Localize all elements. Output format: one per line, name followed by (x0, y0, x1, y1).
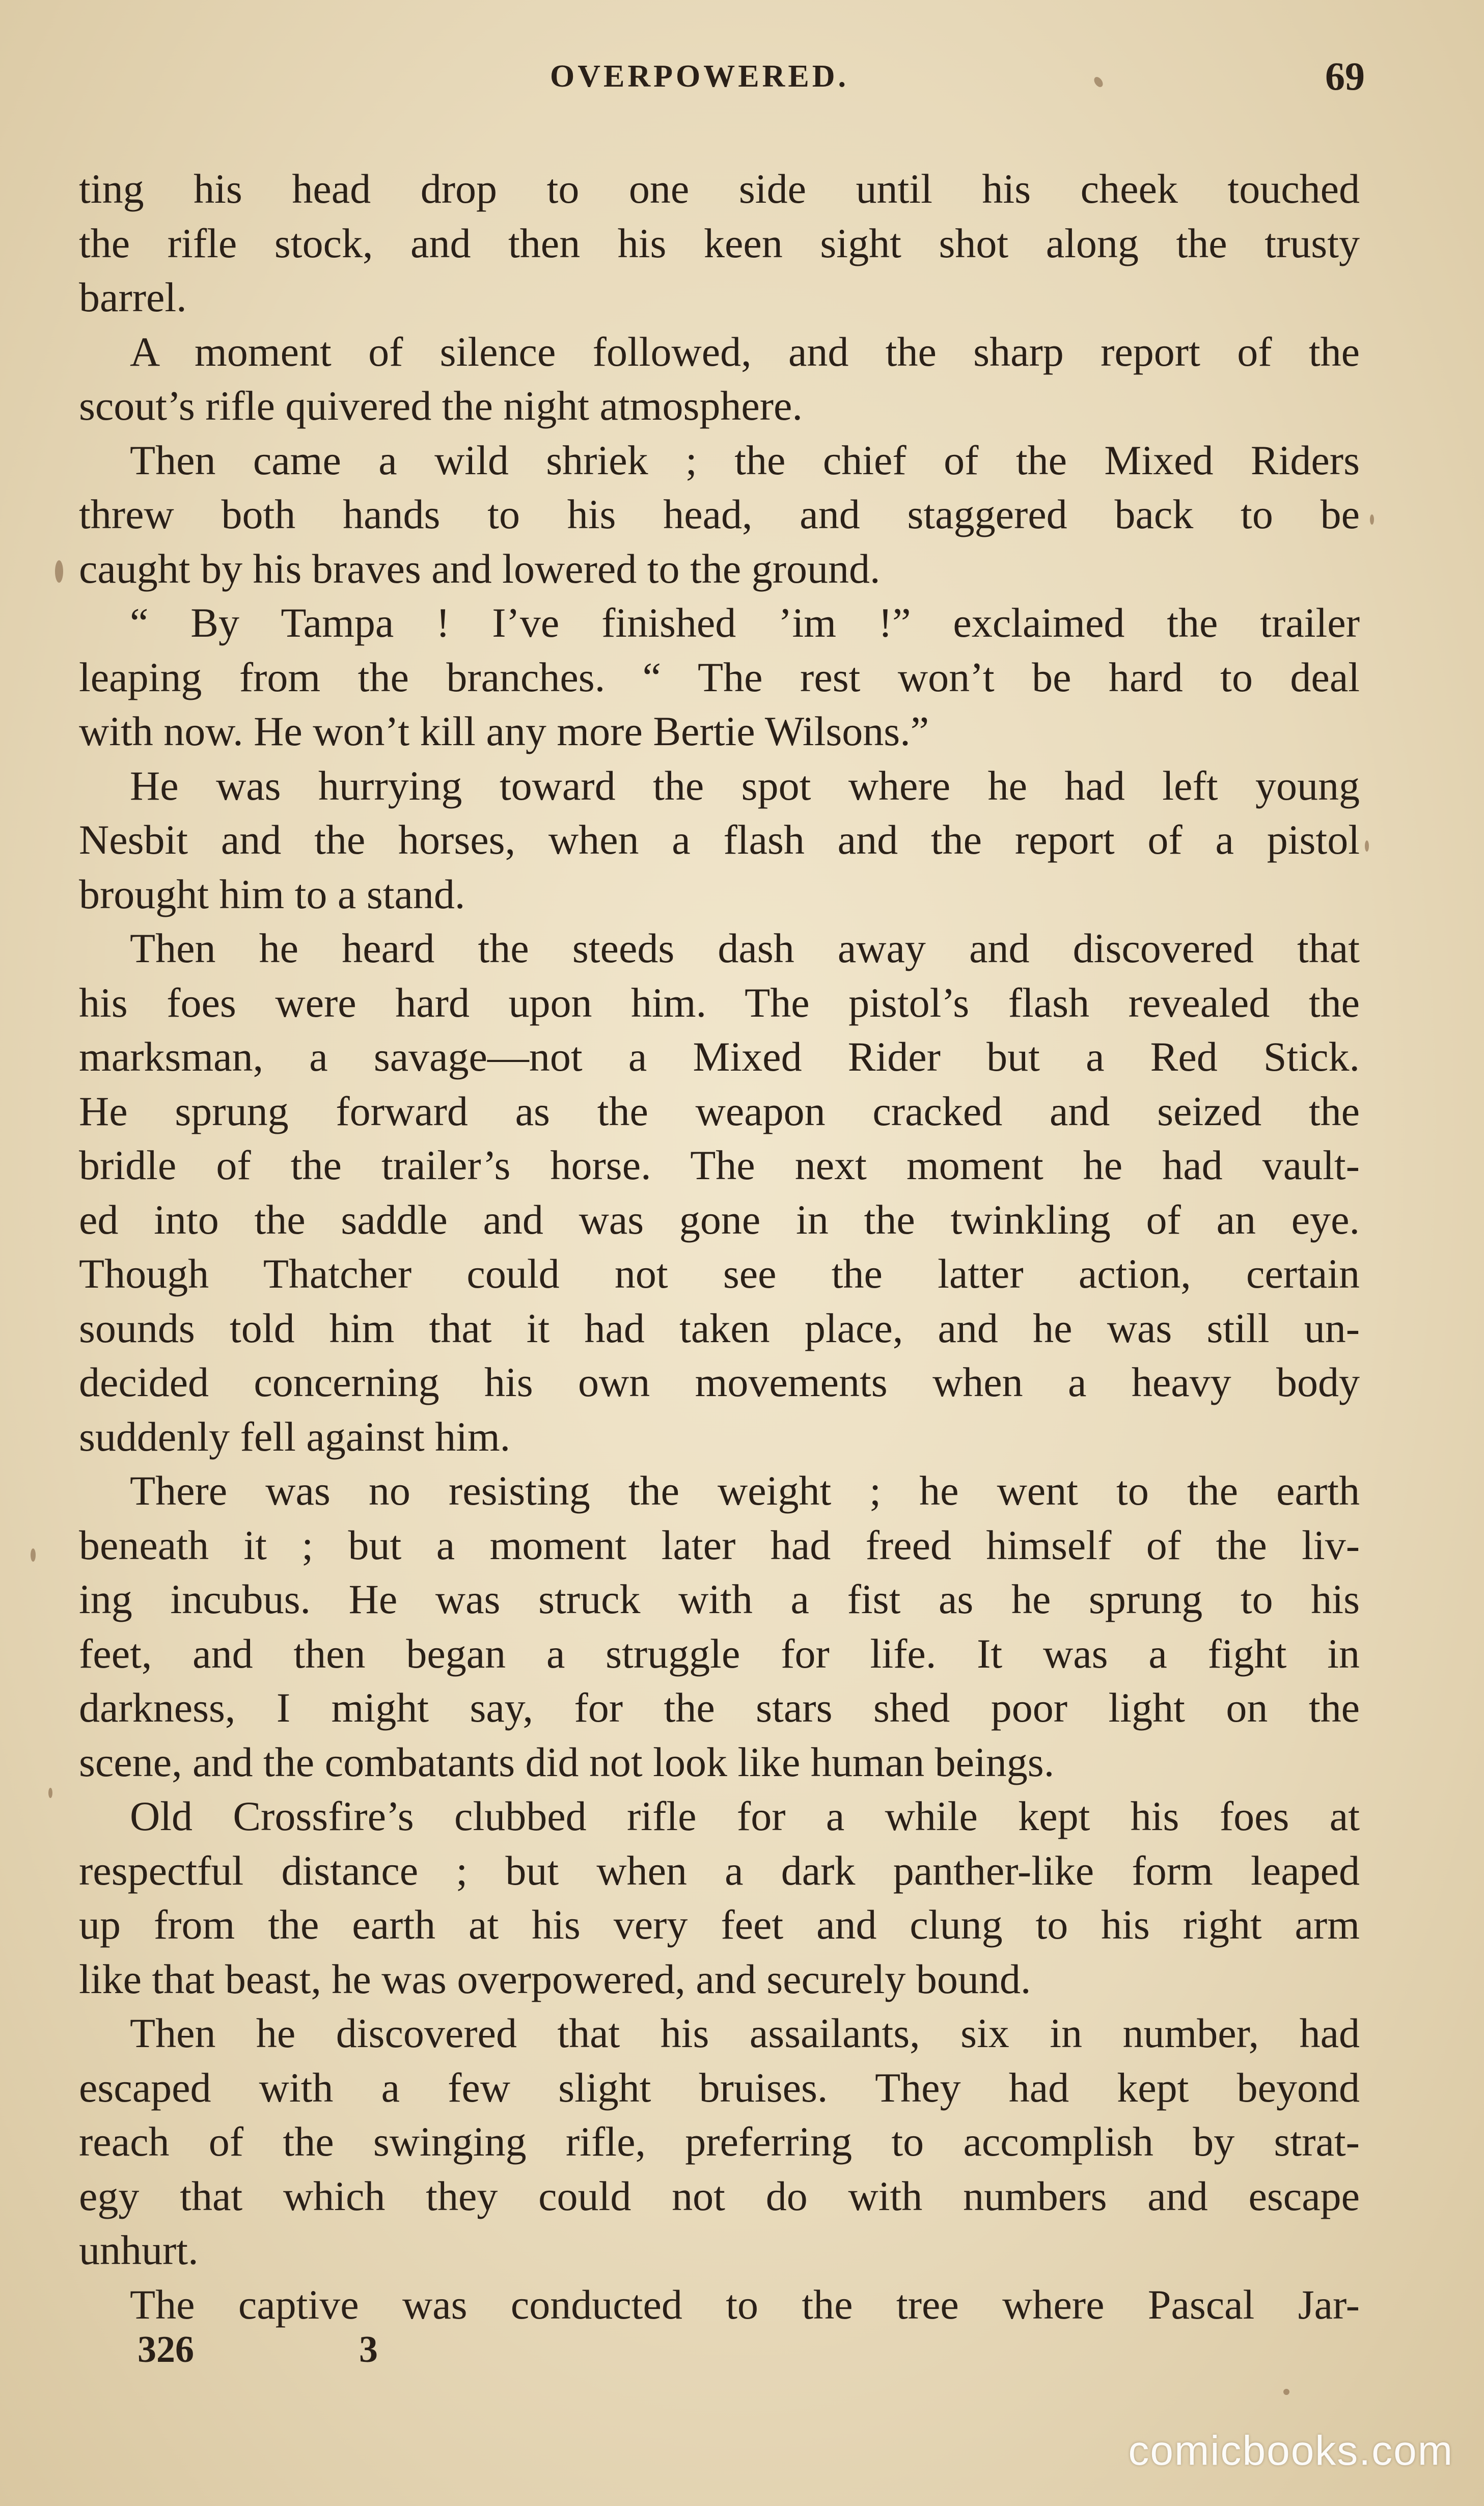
text-line: barrel. (79, 274, 187, 320)
text-line: egy that which they could not do with numbers and escape (79, 2172, 1360, 2219)
text-line: sounds told him that it had taken place, and he was still un- (79, 1304, 1360, 1351)
ink-speck (31, 1548, 36, 1562)
ink-speck (55, 560, 63, 583)
text-line: bridle of the trailer’s horse. The next moment he had vault- (79, 1142, 1360, 1188)
text-line: He was hurrying toward the spot where he had left young (130, 762, 1360, 809)
text-line: unhurt. (79, 2227, 199, 2273)
text-line: up from the earth at his very feet and clung to his right arm (79, 1901, 1360, 1948)
text-line: decided concerning his own movements when a heavy body (79, 1359, 1360, 1405)
text-line: respectful distance ; but when a dark panther-like form leaped (79, 1847, 1360, 1894)
text-line: Though Thatcher could not see the latter action, certain (79, 1250, 1360, 1297)
signature-number: 326 (138, 2329, 194, 2371)
text-line: He sprung forward as the weapon cracked and seized the (79, 1087, 1360, 1134)
text-line: Nesbit and the horses, when a flash and the report of a pistol (79, 816, 1360, 863)
text-line: “ By Tampa ! I’ve finished ’im !” exclaimed the trailer (130, 600, 1360, 646)
text-line: A moment of silence followed, and the sharp report of the (130, 328, 1360, 375)
text-line: brought him to a stand. (79, 870, 465, 917)
text-line: There was no resisting the weight ; he went to the earth (130, 1467, 1360, 1514)
text-line: Then he heard the steeds dash away and discovered that (130, 925, 1360, 971)
watermark: comicbooks.com (1128, 2428, 1453, 2474)
ink-speck (48, 1788, 52, 1798)
text-line: leaping from the branches. “ The rest won’t be hard to deal (79, 653, 1360, 700)
text-line: The captive was conducted to the tree where Pascal Jar- (130, 2281, 1360, 2328)
text-line: reach of the swinging rifle, preferring to accomplish by strat- (79, 2118, 1360, 2165)
body-text (79, 162, 1360, 2332)
running-title: OVERPOWERED. (550, 59, 849, 94)
text-line: ting his head drop to one side until his cheek touched (79, 166, 1360, 212)
running-head (81, 53, 1365, 110)
page-number: 69 (1325, 54, 1365, 98)
text-line: scene, and the combatants did not look like human beings. (79, 1738, 1055, 1785)
signature-mark (138, 2324, 545, 2375)
text-line: his foes were hard upon him. The pistol’s flash revealed the (79, 979, 1360, 1026)
text-line: suddenly fell against him. (79, 1413, 511, 1460)
text-line: ed into the saddle and was gone in the twinkling of an eye. (79, 1196, 1360, 1243)
text-line: marksman, a savage—not a Mixed Rider but a Red Stick. (79, 1033, 1360, 1080)
ink-speck (1365, 840, 1369, 852)
text-line: caught by his braves and lowered to the ground. (79, 545, 881, 592)
text-line: feet, and then began a struggle for life. It was a fight in (79, 1630, 1360, 1677)
text-line: like that beast, he was overpowered, and securely bound. (79, 1955, 1031, 2002)
signature-letter: 3 (359, 2329, 378, 2371)
text-line: scout’s rifle quivered the night atmosphere. (79, 383, 803, 429)
text-line: Then he discovered that his assailants, six in number, had (130, 2010, 1360, 2056)
text-line: Old Crossfire’s clubbed rifle for a while kept his foes at (130, 1793, 1360, 1839)
text-line: darkness, I might say, for the stars shed poor light on the (79, 1684, 1360, 1731)
text-line: Then came a wild shriek ; the chief of the Mixed Riders (130, 437, 1360, 483)
text-line: the rifle stock, and then his keen sight shot along the trusty (79, 220, 1360, 266)
ink-speck (1370, 514, 1374, 525)
text-line: beneath it ; but a moment later had freed himself of the liv- (79, 1521, 1360, 1568)
ink-speck (1283, 2389, 1289, 2395)
text-line: with now. He won’t kill any more Bertie Wilsons.” (79, 708, 929, 754)
text-line: ing incubus. He was struck with a fist as he sprung to his (79, 1576, 1360, 1622)
text-line: escaped with a few slight bruises. They had kept beyond (79, 2064, 1360, 2111)
text-line: threw both hands to his head, and staggered back to be (79, 491, 1360, 537)
